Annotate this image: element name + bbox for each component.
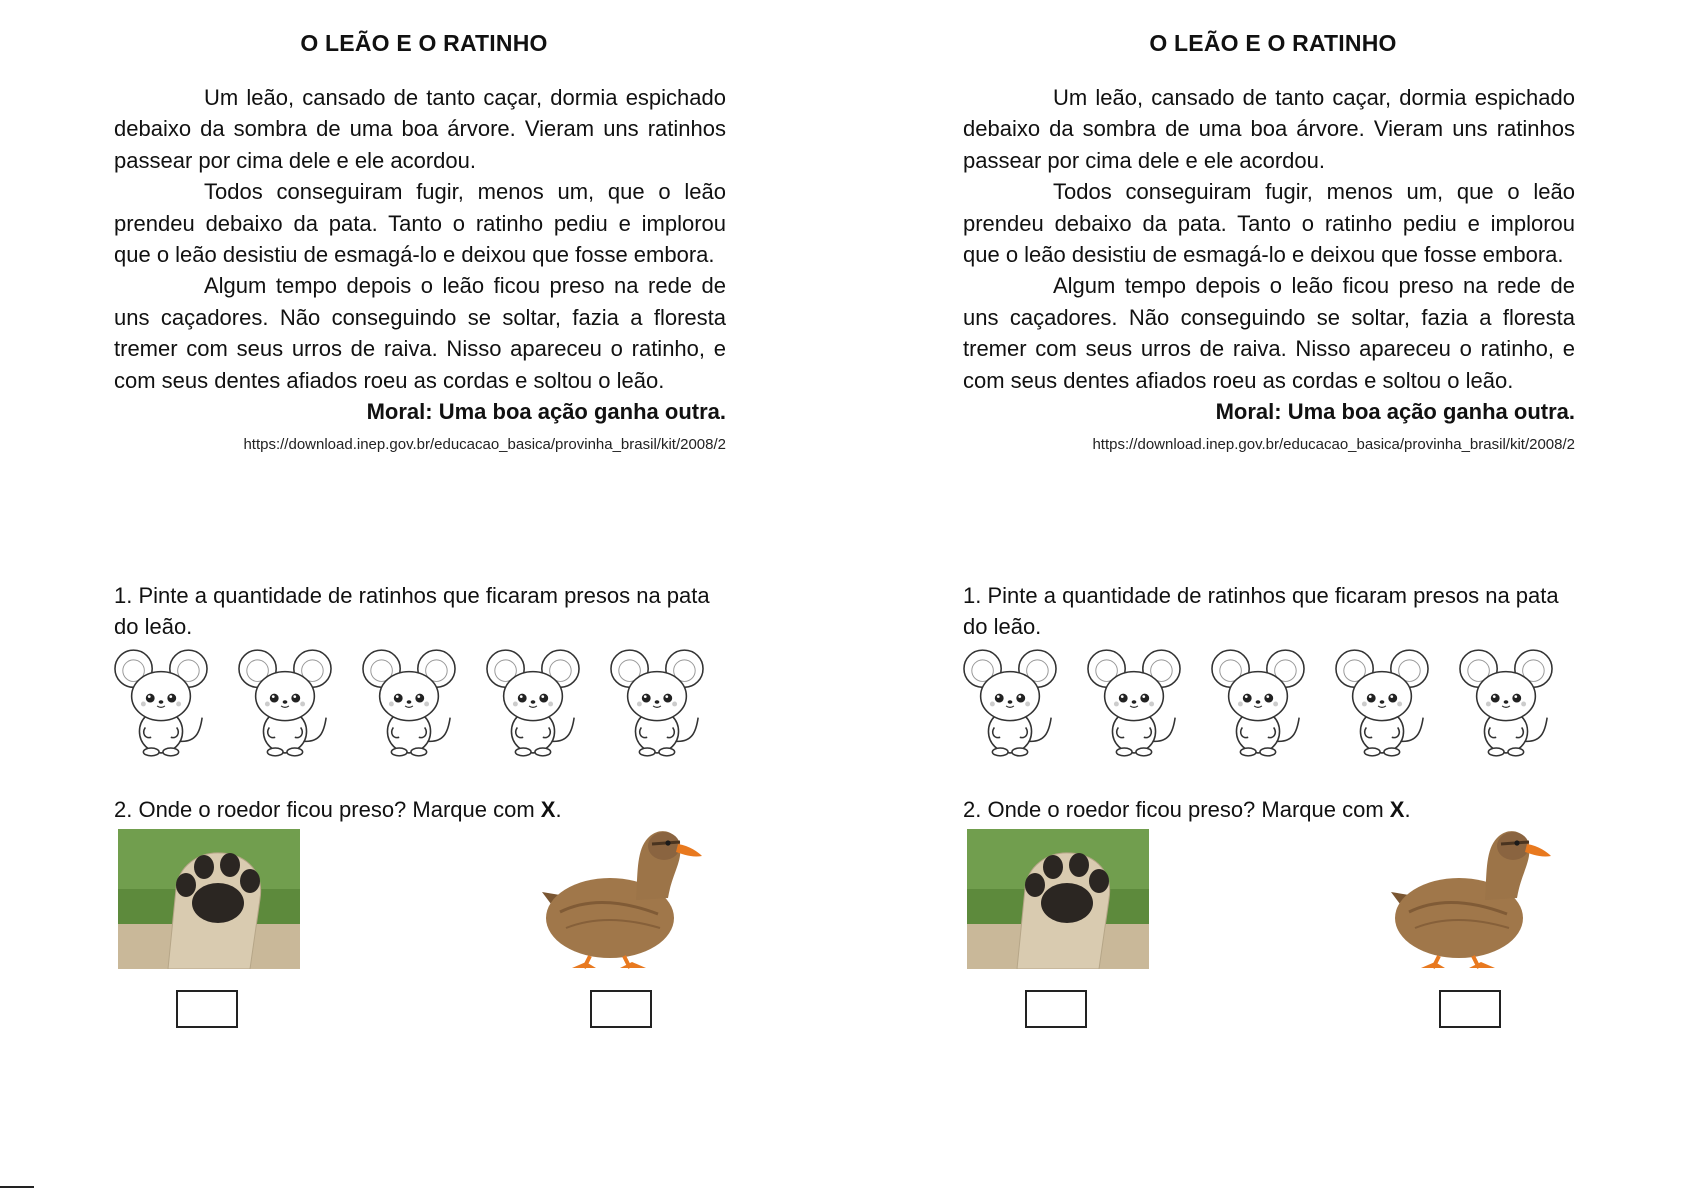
story-paragraph-3: Algum tempo depois o leão ficou preso na rede de uns caçadores. Não conseguindo se soltar, fazia a floresta tremer com seus urros de raiva. Nisso apareceu o ratinho, e com seus dentes afiados roeu as cordas e soltou o leão. [963, 273, 1575, 393]
answer-box-duck[interactable] [1439, 990, 1501, 1028]
question-2-mark: X [1389, 797, 1405, 822]
paw-picture [967, 829, 1149, 969]
answer-box-duck[interactable] [590, 990, 652, 1028]
mouse-icon[interactable] [610, 646, 704, 758]
corner-mark [0, 1186, 34, 1188]
mice-row [963, 646, 1583, 766]
story-paragraph-2: Todos conseguiram fugir, menos um, que o leão prendeu debaixo da pata. Tanto o ratinho pediu e implorou que o leão desistiu de esmagá-lo e deixou que fosse embora. [963, 179, 1575, 268]
story-title: O LEÃO E O RATINHO [1149, 30, 1397, 56]
story-paragraph-2: Todos conseguiram fugir, menos um, que o leão prendeu debaixo da pata. Tanto o ratinho pediu e implorou que o leão desistiu de esmagá-lo e deixou que fosse embora. [114, 179, 726, 268]
question-2-text: 2. Onde o roedor ficou preso? Marque com [963, 797, 1390, 822]
duck-picture [540, 822, 704, 972]
source-url: https://download.inep.gov.br/educacao_basica/provinha_brasil/kit/2008/2 [1092, 436, 1575, 454]
mouse-icon[interactable] [238, 646, 332, 758]
question-1: 1. Pinte a quantidade de ratinhos que ficaram presos na pata do leão. [114, 583, 710, 640]
mouse-icon[interactable] [114, 646, 208, 758]
question-1: 1. Pinte a quantidade de ratinhos que ficaram presos na pata do leão. [963, 583, 1559, 640]
question-2-mark: X [540, 797, 556, 822]
story-moral: Moral: Uma boa ação ganha outra. [366, 399, 726, 425]
paw-picture [118, 829, 300, 969]
worksheet-page-left [114, 0, 734, 1100]
duck-picture [1389, 822, 1553, 972]
mouse-icon[interactable] [1211, 646, 1305, 758]
story-moral: Moral: Uma boa ação ganha outra. [1215, 399, 1575, 425]
mouse-icon[interactable] [963, 646, 1057, 758]
question-2-text: 2. Onde o roedor ficou preso? Marque com [114, 797, 541, 822]
mouse-icon[interactable] [1459, 646, 1553, 758]
mouse-icon[interactable] [1087, 646, 1181, 758]
mouse-icon[interactable] [486, 646, 580, 758]
question-2 [963, 794, 1583, 825]
mice-row [114, 646, 734, 766]
answer-box-paw[interactable] [176, 990, 238, 1028]
mouse-icon[interactable] [362, 646, 456, 758]
story-text [963, 82, 1575, 455]
story-paragraph-1: Um leão, cansado de tanto caçar, dormia espichado debaixo da sombra de uma boa árvore. Vieram uns ratinhos passear por cima dele e ele acordou. [963, 85, 1575, 173]
story-paragraph-1: Um leão, cansado de tanto caçar, dormia espichado debaixo da sombra de uma boa árvore. Vieram uns ratinhos passear por cima dele e ele acordou. [114, 85, 726, 173]
story-text [114, 82, 726, 455]
question-2 [114, 794, 734, 825]
mouse-icon[interactable] [1335, 646, 1429, 758]
answer-box-paw[interactable] [1025, 990, 1087, 1028]
story-title: O LEÃO E O RATINHO [300, 30, 548, 56]
source-url: https://download.inep.gov.br/educacao_basica/provinha_brasil/kit/2008/2 [243, 436, 726, 454]
story-paragraph-3: Algum tempo depois o leão ficou preso na rede de uns caçadores. Não conseguindo se soltar, fazia a floresta tremer com seus urros de raiva. Nisso apareceu o ratinho, e com seus dentes afiados roeu as cordas e soltou o leão. [114, 273, 726, 393]
question-2-end: . [555, 797, 562, 822]
question-2-end: . [1404, 797, 1411, 822]
worksheet-page-right [963, 0, 1583, 1100]
